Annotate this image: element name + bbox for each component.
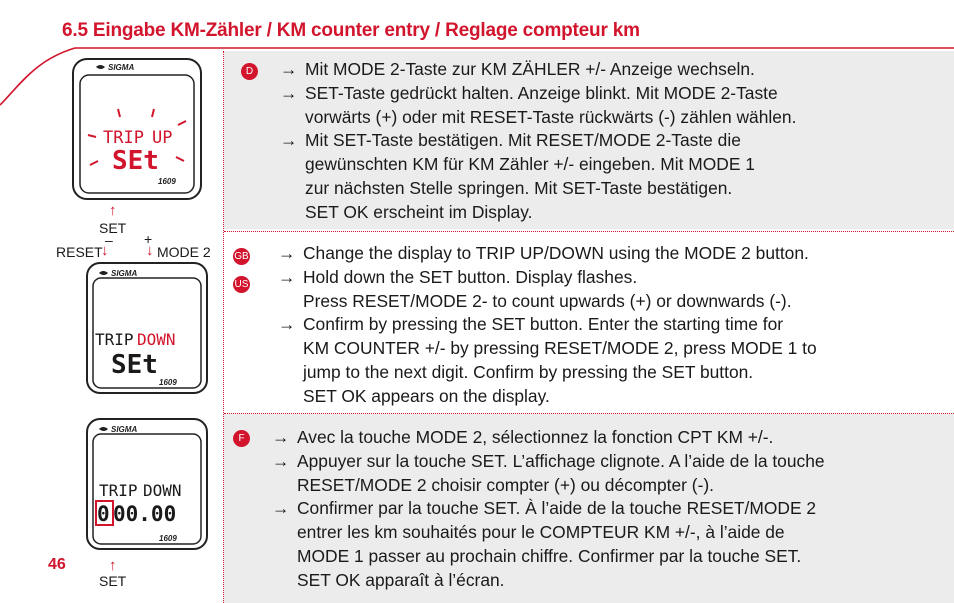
instruction-item: → Confirmer par la touche SET. À l’aide de la touche RESET/MODE 2 entrer les km souhaités pour le COMPTEUR KM +/-, à l’aide de MODE 1 passer au prochain chiffre. Confirmer par la touche SET. SET OK apparaît à l’écran. [272, 498, 817, 590]
svg-text:SIGMA: SIGMA [111, 269, 138, 278]
svg-text:DOWN: DOWN [137, 330, 176, 349]
lang-badge-us: US [233, 276, 250, 293]
svg-text:DOWN: DOWN [143, 481, 182, 500]
arrow-right-icon: → [280, 59, 298, 79]
arrow-right-icon: → [272, 427, 290, 447]
instruction-item: → SET-Taste gedrückt halten. Anzeige blinkt. Mit MODE 2-Taste vorwärts (+) oder mit RESET-Taste rückwärts (-) zählen wählen. [280, 82, 797, 127]
lang-badge-fr: F [233, 430, 250, 447]
svg-text:TRIP: TRIP [95, 330, 134, 349]
section-divider [224, 413, 954, 414]
svg-text:TRIP: TRIP [99, 481, 138, 500]
svg-text:1609: 1609 [158, 177, 176, 186]
bike-computer-display-trip-down-set [85, 261, 209, 395]
mode2-button-label: MODE 2 [157, 244, 211, 260]
arrow-right-icon: → [280, 130, 298, 151]
bike-computer-display-trip-down-counter [85, 417, 209, 551]
instruction-item: → Mit MODE 2-Taste zur KM ZÄHLER +/- Anzeige wechseln. [280, 58, 796, 82]
instruction-list-fr [272, 426, 825, 593]
arrow-right-icon: → [272, 450, 290, 471]
instruction-item: → Confirm by pressing the SET button. Enter the starting time for KM COUNTER +/- by pressing RESET/MODE 2, press MODE 1 to jump to the next digit. Confirm by pressing the SET button. SET OK appears on the display. [278, 314, 817, 406]
svg-text:TRIP: TRIP [103, 128, 144, 148]
arrow-down-icon: ↓ [101, 242, 109, 259]
section-divider [224, 231, 954, 232]
plus-sign: + [144, 231, 153, 247]
arrow-right-icon: → [280, 82, 298, 103]
arrow-down-icon: ↓ [146, 242, 154, 259]
svg-text:1609: 1609 [159, 378, 177, 387]
instruction-list-de [280, 58, 796, 225]
minus-sign: – [105, 232, 113, 248]
instruction-item: → Avec la touche MODE 2, sélectionnez la fonction CPT KM +/-. [272, 426, 825, 450]
page-title: 6.5 Eingabe KM-Zähler / KM counter entry / Reglage compteur km [62, 20, 640, 41]
arrow-right-icon: → [278, 243, 296, 263]
svg-text:SIGMA: SIGMA [111, 425, 138, 434]
page-number: 46 [48, 556, 66, 573]
svg-text:SEt: SEt [111, 350, 158, 380]
instruction-item: → Hold down the SET button. Display flashes. Press RESET/MODE 2- to count upwards (+) or downwards (-). [278, 266, 792, 311]
column-divider [223, 51, 224, 603]
instruction-item: → Mit SET-Taste bestätigen. Mit RESET/MODE 2-Taste die gewünschten KM für KM Zähler +/- eingeben. Mit MODE 1 zur nächsten Stelle springen. Mit SET-Taste bestätigen. SET OK erscheint im Display. [280, 130, 755, 222]
svg-text:UP: UP [152, 128, 173, 148]
svg-text:0: 0 [97, 502, 110, 526]
arrow-up-icon: ↑ [109, 202, 117, 219]
reset-button-label: RESET [56, 244, 103, 260]
arrow-right-icon: → [272, 498, 290, 519]
set-button-label: SET [99, 220, 127, 236]
arrow-right-icon: → [278, 266, 296, 287]
lang-badge-gb: GB [233, 248, 250, 265]
arrow-up-icon: ↑ [109, 557, 117, 574]
svg-text:SEt: SEt [112, 146, 159, 176]
set-button-label: SET [99, 573, 127, 589]
svg-text:00.00: 00.00 [113, 502, 177, 526]
instruction-list-en [278, 242, 817, 409]
svg-text:SIGMA: SIGMA [108, 63, 135, 72]
lang-badge-de: D [241, 63, 258, 80]
instruction-item: → Change the display to TRIP UP/DOWN using the MODE 2 button. [278, 242, 817, 266]
svg-text:1609: 1609 [159, 534, 177, 543]
instruction-item: → Appuyer sur la touche SET. L’affichage clignote. A l’aide de la touche RESET/MODE 2 choisir compter (+) ou décompter (-). [272, 450, 825, 495]
arrow-right-icon: → [278, 314, 296, 335]
bike-computer-display-trip-up [70, 57, 204, 201]
